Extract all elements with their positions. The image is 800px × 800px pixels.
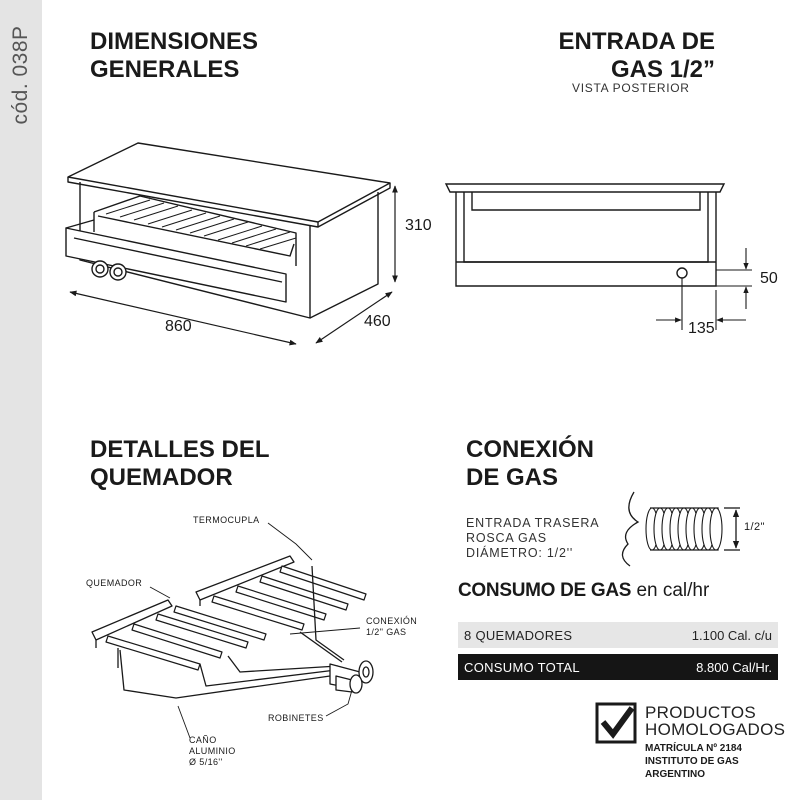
width-dimension: 860: [165, 318, 192, 335]
valves-label: ROBINETES: [268, 713, 324, 723]
consumption-row: 8 QUEMADORES 1.100 Cal. c/u: [458, 622, 778, 648]
gas-inlet-port: [677, 268, 687, 278]
gas-hose-drawing: [622, 492, 740, 566]
burner-title: DETALLES DEL QUEMADOR: [90, 436, 270, 491]
gas-consumption-title: CONSUMO DE GAS en cal/hr: [458, 580, 710, 601]
burner-label: QUEMADOR: [86, 578, 143, 588]
consumption-total-row: CONSUMO TOTAL 8.800 Cal/Hr.: [458, 654, 778, 680]
gas-connection-label: CONEXIÓN 1/2" GAS: [366, 616, 418, 637]
griddle-drawing: [66, 143, 390, 318]
control-knob: [110, 264, 126, 280]
certification-title: PRODUCTOS HOMOLOGADOS: [645, 703, 786, 739]
depth-dimension: 460: [364, 313, 391, 330]
gas-connection-specs: ENTRADA TRASERA ROSCA GAS DIÁMETRO: 1/2'': [466, 516, 600, 560]
aluminum-pipe-label: CAÑO ALUMINIO Ø 5/16'': [189, 735, 236, 767]
rear-view-drawing: [446, 184, 724, 286]
certification-details: MATRÍCULA Nº 2184 INSTITUTO DE GAS ARGENTINO: [645, 743, 742, 780]
gas-connection-title: CONEXIÓN DE GAS: [466, 436, 595, 491]
control-knob: [92, 261, 108, 277]
rear-view-subtitle: VISTA POSTERIOR: [572, 81, 690, 95]
rear-dimension-lines: [656, 248, 752, 330]
inlet-height-dimension: 50: [760, 270, 778, 287]
product-code: cód. 038P: [9, 25, 32, 125]
gas-inlet-title: ENTRADA DE GAS 1/2”: [558, 28, 715, 83]
certification-check-icon: [597, 704, 635, 742]
inlet-offset-dimension: 135: [688, 320, 715, 337]
hose-diameter-label: 1/2": [744, 521, 765, 533]
thermocouple-label: TERMOCUPLA: [193, 515, 260, 525]
height-dimension: 310: [405, 217, 432, 234]
dimensions-title: DIMENSIONES GENERALES: [90, 28, 259, 83]
